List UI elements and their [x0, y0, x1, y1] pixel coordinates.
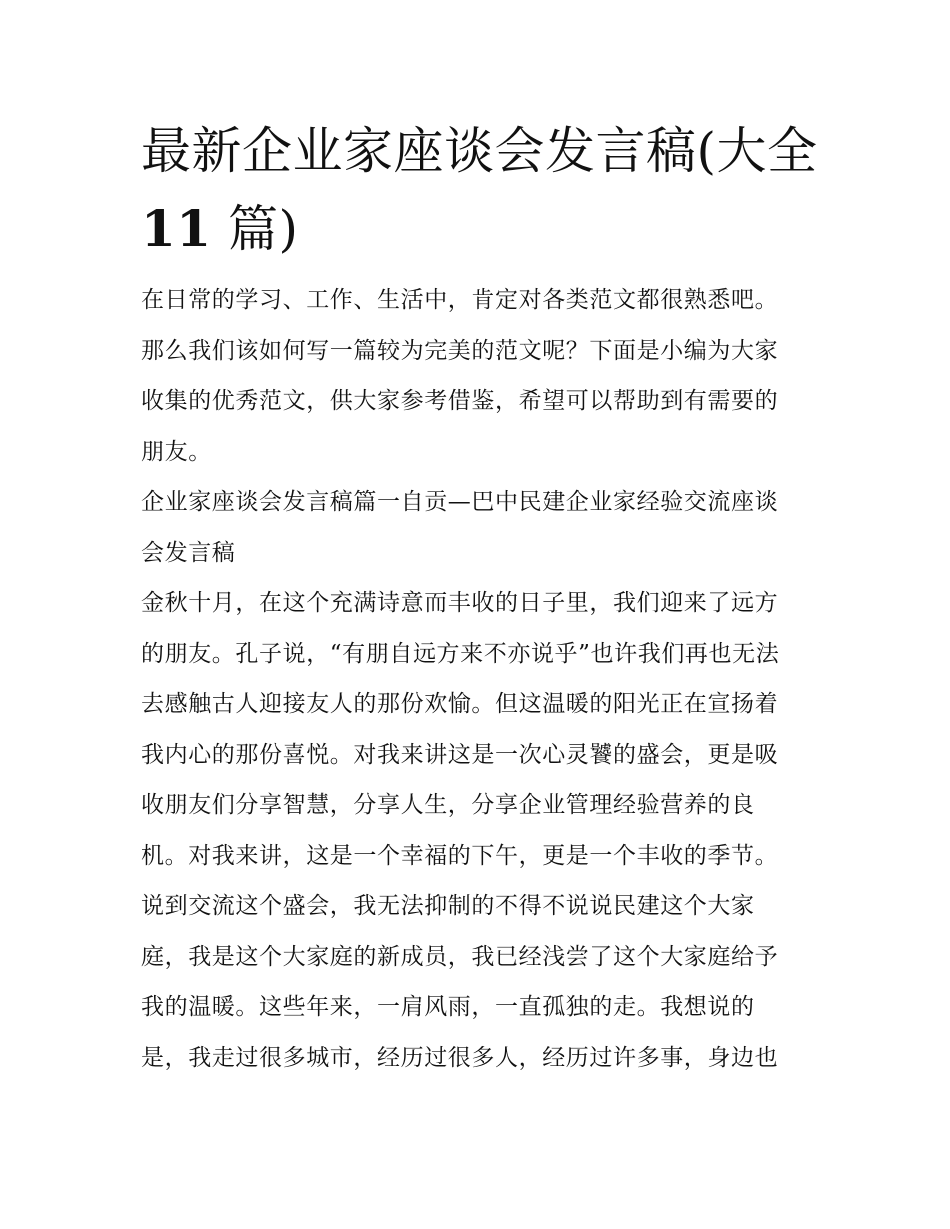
title-line-1: 最新企业家座谈会发言稿(大全 [141, 122, 818, 180]
body-line: 在日常的学习、工作、生活中，肯定对各类范文都很熟悉吧。 [141, 287, 779, 313]
body-line: 朋友。 [141, 438, 212, 465]
body-line: 机。对我来讲，这是一个幸福的下午，更是一个丰收的季节。 [141, 842, 779, 869]
body-line: 收朋友们分享智慧，分享人生，分享企业管理经验营养的良 [141, 792, 755, 818]
document-title [141, 112, 821, 268]
body-line: 我的温暖。这些年来，一肩风雨，一直孤独的走。我想说的 [141, 994, 755, 1020]
section-heading-line: 会发言稿 [141, 539, 236, 566]
body-line: 是，我走过很多城市，经历过很多人，经历过许多事，身边也 [141, 1044, 779, 1071]
body-line: 去感触古人迎接友人的那份欢愉。但这温暖的阳光正在宣扬着 [141, 691, 779, 717]
title-line-2 [141, 190, 821, 268]
body-line: 那么我们该如何写一篇较为完美的范文呢？下面是小编为大家 [141, 337, 779, 364]
section-heading-line: 企业家座谈会发言稿篇一自贡—巴中民建企业家经验交流座谈 [141, 489, 779, 515]
document-body [141, 275, 821, 1083]
title-number: 11 [141, 199, 212, 258]
body-line: 金秋十月，在这个充满诗意而丰收的日子里，我们迎来了远方 [141, 590, 779, 616]
body-line: 我内心的那份喜悦。对我来讲这是一次心灵饕的盛会，更是吸 [141, 741, 779, 768]
body-line: 收集的优秀范文，供大家参考借鉴，希望可以帮助到有需要的 [141, 388, 779, 414]
body-line: 说到交流这个盛会，我无法抑制的不得不说说民建这个大家 [141, 893, 755, 919]
body-line: 庭，我是这个大家庭的新成员，我已经浅尝了这个大家庭给予 [141, 943, 779, 970]
title-suffix: 篇) [228, 200, 299, 258]
body-line: 的朋友。孔子说，“有朋自远方来不亦说乎”也许我们再也无法 [141, 640, 780, 667]
